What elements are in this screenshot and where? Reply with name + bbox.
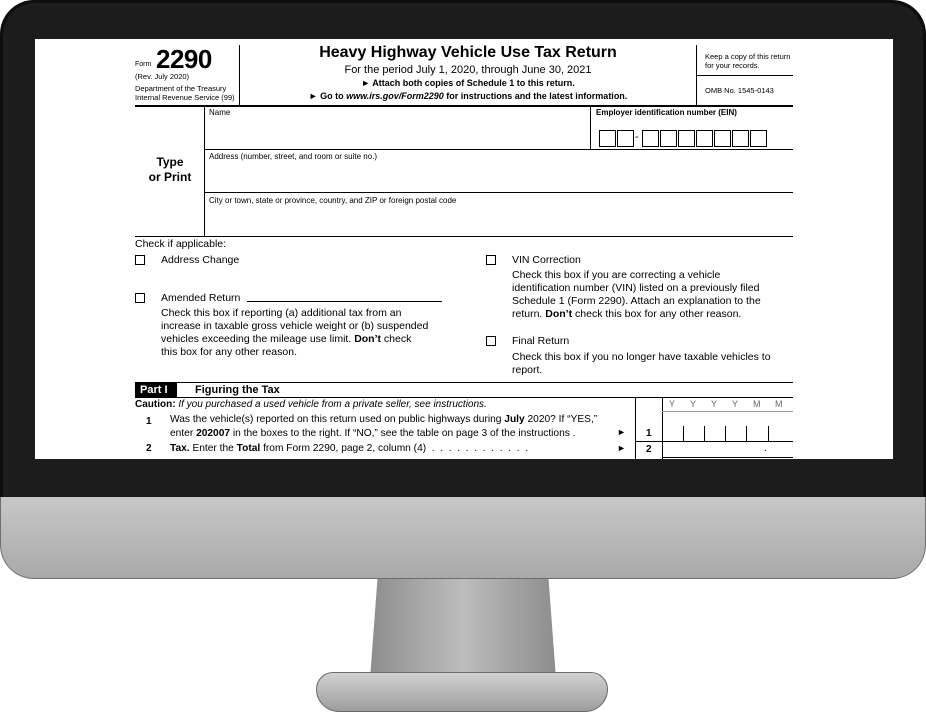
monitor-stand-base [316,672,608,712]
form-department: Department of the Treasury [135,84,227,93]
part-one-title: Figuring the Tax [195,384,280,396]
ein-digit-box[interactable] [678,130,695,147]
line-two-arrow: ► [617,443,626,453]
form-irs: Internal Revenue Service (99) [135,93,235,102]
line-one-text: Was the vehicle(s) reported on this return used on public highways during July 2020? If “YES,” enter 202007 in the boxes to the right. If “NO,” see the table on page 3 of the instructions . [170,414,598,439]
line-one-number: 1 [146,416,152,427]
name-field[interactable] [209,119,589,147]
vin-correction-label: VIN Correction [512,254,581,266]
ein-digit-box[interactable] [696,130,713,147]
line-one-box-number: 1 [646,428,652,439]
line-two-text: Tax. Enter the Total from Form 2290, page 2, column (4) . . . . . . . . . . . . [170,443,529,454]
form-revision: (Rev. July 2020) [135,72,190,81]
ein-digit-box[interactable] [660,130,677,147]
ein-digit-box[interactable] [750,130,767,147]
monitor-chin [0,497,926,579]
city-field[interactable] [209,207,789,233]
ein-digit-box[interactable] [599,130,616,147]
date-header-year: Y [669,399,676,409]
type-or-print-label: Type or Print [148,155,192,184]
monitor-stand-neck [370,579,556,679]
date-header-year: Y [690,399,697,409]
line-two-number: 2 [146,443,152,454]
vin-correction-description: Check this box if you are correcting a vehicle identification number (VIN) listed on a previously filed Schedule 1 (Form 2290). Attach an explanation to the return. Don’t check this box for any other reason. [512,269,761,320]
name-label: Name [209,108,231,117]
date-header-month: M [775,399,783,409]
line-two-box-number: 2 [646,444,652,455]
address-field[interactable] [209,163,789,191]
vin-correction-checkbox[interactable] [486,255,496,265]
ein-dash: - [635,131,639,143]
omb-number: OMB No. 1545-0143 [705,86,774,95]
ein-digit-box[interactable] [617,130,634,147]
final-return-description: Check this box if you no longer have taxable vehicles to report. [512,351,771,376]
line-one-arrow: ► [617,427,626,437]
line-two-decimal: . [764,443,767,454]
part-one-badge: Part I [135,383,177,397]
amended-return-checkbox[interactable] [135,293,145,303]
final-return-checkbox[interactable] [486,336,496,346]
ein-digit-box[interactable] [642,130,659,147]
ein-digit-box[interactable] [732,130,749,147]
ein-label: Employer identification number (EIN) [596,108,737,117]
date-header-month: M [753,399,761,409]
address-label: Address (number, street, and room or suite no.) [209,152,378,161]
form-word: Form [135,61,152,68]
form-number: 2290 [156,44,212,74]
address-change-checkbox[interactable] [135,255,145,265]
amended-return-description: Check this box if reporting (a) additional tax from an increase in taxable gross vehicle weight or (b) suspended vehicles exceeding the mileage use limit. Don’t check this box for any other reason. [161,307,429,358]
date-header-year: Y [732,399,739,409]
line-two-amount-input[interactable] [663,442,793,457]
city-label: City or town, state or province, country, and ZIP or foreign postal code [209,196,457,205]
form-goto-note: ► Go to www.irs.gov/Form2290 for instructions and the latest information. [308,91,628,101]
check-applicable-heading: Check if applicable: [135,238,227,250]
form-attach-note: ► Attach both copies of Schedule 1 to this return. [361,78,575,88]
form-period: For the period July 1, 2020, through June 30, 2021 [344,64,592,76]
final-return-label: Final Return [512,335,570,347]
form-title: Heavy Highway Vehicle Use Tax Return [319,44,617,61]
monitor-screen [35,39,893,459]
amended-return-label: Amended Return [161,292,241,304]
address-change-label: Address Change [161,254,240,266]
ein-digit-box[interactable] [714,130,731,147]
caution-note: Caution: If you purchased a used vehicle from a private seller, see instructions. [135,399,487,410]
date-header-year: Y [711,399,718,409]
form-url[interactable]: www.irs.gov/Form2290 [346,91,444,101]
keep-copy-note: Keep a copy of this return for your records. [705,52,791,70]
